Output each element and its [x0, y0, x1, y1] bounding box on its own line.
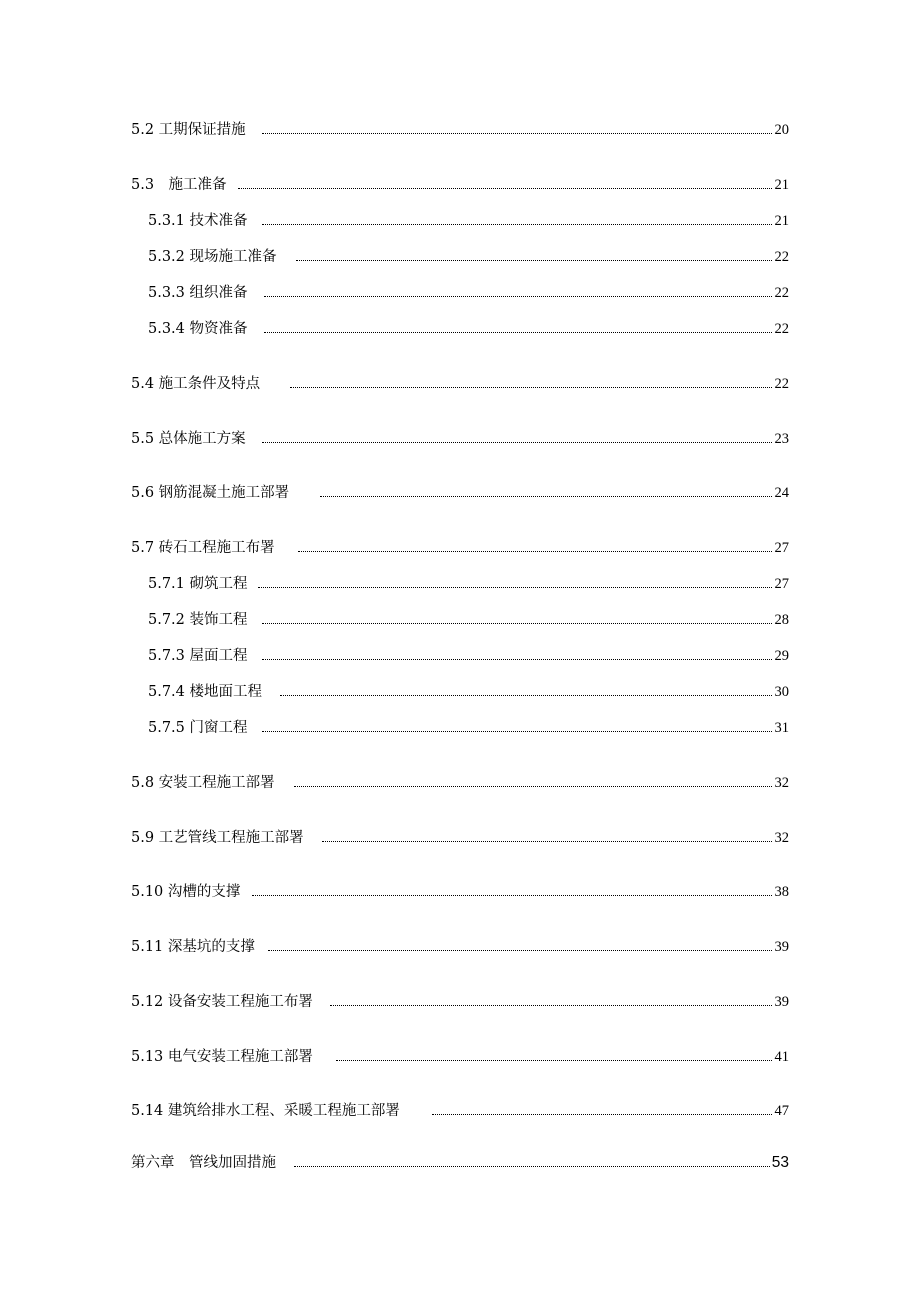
toc-entry-5-7-3[interactable] — [0, 645, 920, 667]
toc-entry-page-number: 39 — [773, 991, 790, 1013]
toc-entry-label: 5.13 电气安装工程施工部署 — [131, 1046, 316, 1068]
dot-leader — [264, 332, 780, 333]
toc-entry-5-3-1[interactable] — [0, 210, 920, 232]
dot-leader — [262, 731, 780, 732]
toc-entry-page-number: 21 — [773, 210, 790, 232]
toc-entry-5-9[interactable] — [0, 827, 920, 849]
dot-leader — [294, 786, 780, 787]
toc-entry-5-6[interactable] — [0, 482, 920, 504]
dot-leader — [268, 950, 780, 951]
dot-leader — [262, 623, 780, 624]
toc-entry-5-7[interactable] — [0, 537, 920, 559]
toc-entry-5-11[interactable] — [0, 936, 920, 958]
toc-entry-page-number: 22 — [773, 246, 790, 268]
toc-entry-label: 5.12 设备安装工程施工布署 — [131, 991, 316, 1013]
dot-leader — [262, 224, 780, 225]
toc-entry-5-2[interactable] — [0, 119, 920, 141]
toc-entry-label: 5.3 施工准备 — [131, 174, 230, 196]
toc-entry-5-14[interactable] — [0, 1100, 920, 1122]
toc-entry-page-number: 27 — [773, 537, 790, 559]
toc-entry-label: 第六章 管线加固措施 — [131, 1152, 279, 1174]
toc-entry-page-number: 28 — [773, 609, 790, 631]
toc-entry-5-3-2[interactable] — [0, 246, 920, 268]
toc-entry-label: 5.8 安装工程施工部署 — [131, 772, 278, 794]
dot-leader — [280, 695, 780, 696]
toc-entry-page-number: 38 — [773, 881, 790, 903]
dot-leader — [320, 496, 780, 497]
dot-leader — [290, 387, 780, 388]
toc-entry-page-number: 23 — [773, 428, 790, 450]
toc-entry-page-number: 21 — [773, 174, 790, 196]
dot-leader — [330, 1005, 780, 1006]
toc-entry-5-13[interactable] — [0, 1046, 920, 1068]
toc-entry-label: 5.3.3 组织准备 — [148, 282, 251, 304]
toc-entry-label: 5.7.4 楼地面工程 — [148, 681, 265, 703]
toc-entry-page-number: 31 — [773, 717, 790, 739]
toc-entry-page-number: 53 — [770, 1152, 789, 1174]
toc-entry-label: 5.11 深基坑的支撑 — [131, 936, 258, 958]
toc-entry-5-12[interactable] — [0, 991, 920, 1013]
dot-leader — [294, 1166, 780, 1167]
toc-entry-page-number: 20 — [773, 119, 790, 141]
toc-entry-page-number: 27 — [773, 573, 790, 595]
toc-entry-5-8[interactable] — [0, 772, 920, 794]
dot-leader — [264, 296, 780, 297]
dot-leader — [336, 1060, 780, 1061]
toc-entry-label: 5.3.4 物资准备 — [148, 318, 251, 340]
toc-entry-label: 5.10 沟槽的支撑 — [131, 881, 243, 903]
dot-leader — [432, 1114, 780, 1115]
toc-entry-5-5[interactable] — [0, 428, 920, 450]
toc-entry-page-number: 22 — [773, 373, 790, 395]
toc-entry-chapter-6[interactable] — [0, 1152, 920, 1174]
toc-entry-label: 5.2 工期保证措施 — [131, 119, 249, 141]
toc-entry-label: 5.3.1 技术准备 — [148, 210, 251, 232]
dot-leader — [296, 260, 780, 261]
dot-leader — [258, 587, 780, 588]
toc-entry-page-number: 41 — [773, 1046, 790, 1068]
toc-entry-5-7-1[interactable] — [0, 573, 920, 595]
toc-entry-label: 5.7.2 装饰工程 — [148, 609, 251, 631]
toc-entry-page-number: 32 — [773, 772, 790, 794]
toc-entry-label: 5.7 砖石工程施工布署 — [131, 537, 278, 559]
toc-entry-5-7-5[interactable] — [0, 717, 920, 739]
toc-entry-page-number: 22 — [773, 318, 790, 340]
toc-entry-page-number: 22 — [773, 282, 790, 304]
toc-entry-5-4[interactable] — [0, 373, 920, 395]
dot-leader — [262, 659, 780, 660]
toc-entry-label: 5.7.3 屋面工程 — [148, 645, 251, 667]
dot-leader — [298, 551, 780, 552]
toc-entry-label: 5.14 建筑给排水工程、采暖工程施工部署 — [131, 1100, 403, 1122]
toc-entry-5-3-3[interactable] — [0, 282, 920, 304]
dot-leader — [252, 895, 780, 896]
toc-entry-label: 5.5 总体施工方案 — [131, 428, 249, 450]
toc-entry-5-7-2[interactable] — [0, 609, 920, 631]
dot-leader — [262, 133, 780, 134]
toc-entry-page-number: 24 — [773, 482, 790, 504]
dot-leader — [262, 442, 780, 443]
toc-entry-5-3-4[interactable] — [0, 318, 920, 340]
toc-entry-page-number: 30 — [773, 681, 790, 703]
toc-entry-page-number: 47 — [773, 1100, 790, 1122]
toc-entry-page-number: 32 — [773, 827, 790, 849]
dot-leader — [238, 188, 780, 189]
toc-entry-5-7-4[interactable] — [0, 681, 920, 703]
dot-leader — [322, 841, 780, 842]
toc-entry-label: 5.6 钢筋混凝土施工部署 — [131, 482, 292, 504]
toc-entry-label: 5.4 施工条件及特点 — [131, 373, 263, 395]
toc-entry-5-10[interactable] — [0, 881, 920, 903]
toc-entry-label: 5.7.5 门窗工程 — [148, 717, 251, 739]
toc-entry-label: 5.7.1 砌筑工程 — [148, 573, 251, 595]
toc-entry-5-3[interactable] — [0, 174, 920, 196]
toc-entry-page-number: 39 — [773, 936, 790, 958]
toc-entry-label: 5.3.2 现场施工准备 — [148, 246, 280, 268]
toc-entry-page-number: 29 — [773, 645, 790, 667]
toc-entry-label: 5.9 工艺管线工程施工部署 — [131, 827, 307, 849]
